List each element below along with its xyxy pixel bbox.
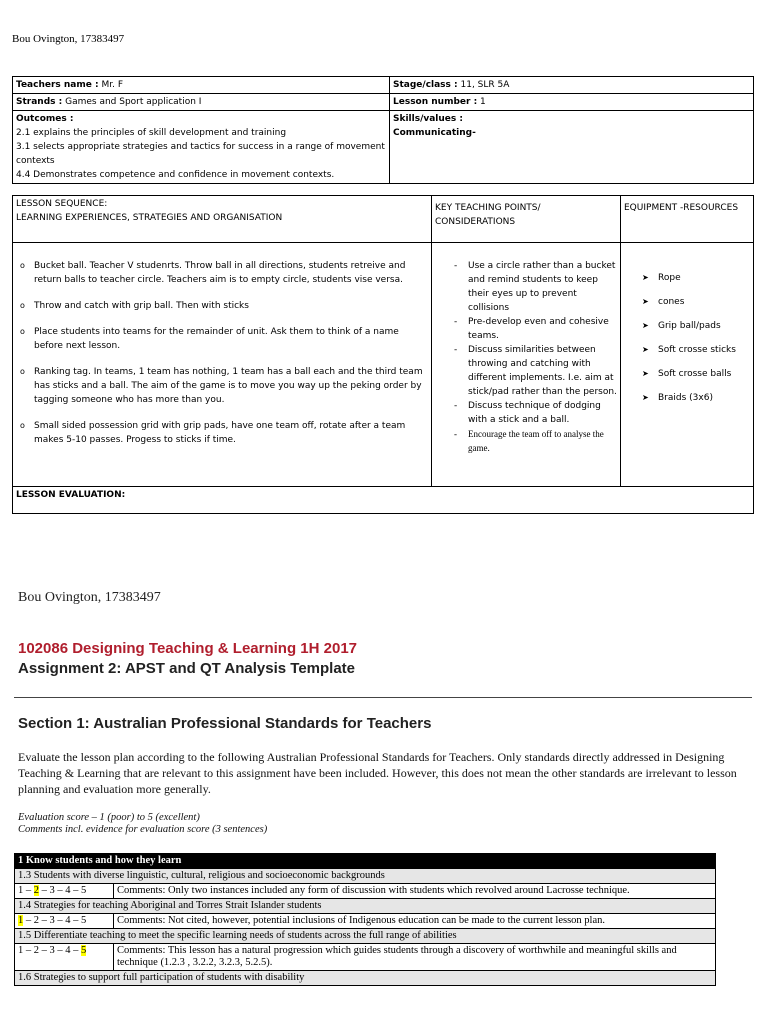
evaluation-note [18, 812, 267, 836]
outcomes-cell [13, 111, 390, 184]
section-title: Section 1: Australian Professional Standards for Teachers [18, 715, 432, 732]
standard-title: 1.6 Strategies to support full participation of students with disability [15, 971, 716, 986]
strands-label: Strands : [16, 97, 63, 107]
eval-score-note: Evaluation score – 1 (poor) to 5 (excellent) [18, 812, 200, 823]
list-item: - Discuss technique of dodging with a stick and a ball. [452, 399, 617, 427]
teacher-value: Mr. F [98, 80, 123, 90]
key-points-cell [432, 243, 621, 487]
score-text: 1 – [18, 885, 34, 896]
sequence-header-line: LESSON SEQUENCE: [16, 199, 108, 209]
equipment-list [624, 271, 750, 405]
strands-value: Games and Sport application I [62, 97, 202, 107]
equipment-cell [621, 243, 754, 487]
lesson-sequence-table [12, 195, 754, 514]
list-item: o Throw and catch with grip ball. Then with sticks [20, 299, 428, 313]
stage-cell [390, 77, 754, 94]
key-points-list [452, 259, 617, 455]
score-highlight: 2 [33, 885, 39, 896]
stage-value: 11, SLR 5A [457, 80, 510, 90]
page1-header: Bou Ovington, 17383497 [12, 33, 125, 45]
list-item: o Ranking tag. In teams, 1 team has nothing, 1 team has a ball each and the third team has sticks and a ball. The aim of the game is to move you way up the peking order by tagging someone who has more than you. [20, 365, 428, 407]
standard-title: 1.3 Students with diverse linguistic, cultural, religious and socioeconomic backgrounds [15, 869, 716, 884]
list-item: - Use a circle rather than a bucket and remind students to keep their eyes up to prevent collisions [452, 259, 617, 315]
score-highlight: 1 [18, 915, 24, 926]
standard-comment: Comments: Not cited, however, potential inclusions of Indigenous education can be made to the current lesson plan. [114, 914, 716, 929]
teacher-cell [13, 77, 390, 94]
category-row: 1 Know students and how they learn [15, 854, 716, 869]
key-points-header-line: CONSIDERATIONS [435, 217, 516, 227]
stage-label: Stage/class : [393, 80, 458, 90]
lesson-number-label: Lesson number : [393, 97, 478, 107]
score-text: – 3 – 4 – 5 [39, 885, 87, 896]
apst-table [14, 853, 716, 986]
score-highlight: 5 [81, 945, 87, 956]
list-item: o Place students into teams for the remainder of unit. Ask them to think of a name before next lesson. [20, 325, 428, 353]
equipment-header: EQUIPMENT -RESOURCES [621, 196, 754, 243]
list-item: ➤ Soft crosse balls [642, 367, 750, 381]
list-item: ➤ Rope [642, 271, 750, 285]
section-divider [14, 697, 752, 698]
score-text: 1 – 2 – 3 – 4 – [18, 945, 81, 956]
outcome-item: 3.1 selects appropriate strategies and tactics for success in a range of movement contexts [16, 142, 385, 166]
sequence-header-line: LEARNING EXPERIENCES, STRATEGIES AND ORGANISATION [16, 213, 283, 223]
intro-paragraph: Evaluate the lesson plan according to the following Australian Professional Standards for Teachers. Only standards directly addressed in Designing Teaching & Learning that are relevant to this assignment have been included. However, this does not mean the other standards are irrelevant to lesson planning and evaluation more generally. [18, 750, 737, 796]
skills-cell [390, 111, 754, 184]
outcome-item: 2.1 explains the principles of skill development and training [16, 128, 287, 138]
key-points-header-line: KEY TEACHING POINTS/ [435, 203, 541, 213]
standard-comment: Comments: Only two instances included any form of discussion with students which revolved around Lacrosse technique. [114, 884, 716, 899]
strands-cell [13, 94, 390, 111]
key-points-header [432, 196, 621, 243]
lesson-number-value: 1 [477, 97, 486, 107]
standard-comment: Comments: This lesson has a natural progression which guides students through a discovery of worthwhile and meaningful skills and technique (1.2.3 , 3.2.2, 3.2.3, 5.2.5). [114, 944, 716, 971]
course-title: 102086 Designing Teaching & Learning 1H 2017 [18, 640, 358, 657]
lesson-number-cell [390, 94, 754, 111]
score-scale [15, 944, 114, 971]
experiences-list [16, 259, 428, 447]
assignment-title: Assignment 2: APST and QT Analysis Template [18, 660, 356, 677]
standard-title: 1.4 Strategies for teaching Aboriginal and Torres Strait Islander students [15, 899, 716, 914]
comments-note: Comments incl. evidence for evaluation score (3 sentences) [18, 824, 268, 835]
teacher-label: Teachers name : [16, 80, 99, 90]
score-scale [15, 914, 114, 929]
list-item: o Bucket ball. Teacher V studenrts. Throw ball in all directions, students retreive and return balls to teacher circle. Teachers aim is to empty circle, students vise versa. [20, 259, 428, 287]
list-item: ➤ Soft crosse sticks [642, 343, 750, 357]
outcomes-label: Outcomes : [16, 114, 74, 124]
list-item: o Small sided possession grid with grip pads, have one team off, rotate after a team makes 5-10 passes. Progess to sticks if time. [20, 419, 428, 447]
score-text: – 2 – 3 – 4 – 5 [23, 915, 87, 926]
lesson-evaluation-label: LESSON EVALUATION: [16, 490, 126, 500]
list-item: ➤ Braids (3x6) [642, 391, 750, 405]
lesson-info-table [12, 76, 754, 184]
outcome-item: 4.4 Demonstrates competence and confidence in movement contexts. [16, 170, 335, 180]
list-item: - Discuss similarities between throwing and catching with different implements. I.e. aim at stick/pad rather than the person. [452, 343, 617, 399]
experiences-cell [13, 243, 432, 487]
skills-label: Skills/values : [393, 114, 463, 124]
page2-header: Bou Ovington, 17383497 [18, 590, 161, 605]
list-item: ➤ cones [642, 295, 750, 309]
communicating-label: Communicating- [393, 128, 476, 138]
lesson-evaluation-cell [13, 487, 754, 514]
list-item: - Pre-develop even and cohesive teams. [452, 315, 617, 343]
sequence-header [13, 196, 432, 243]
list-item: - Encourage the team off to analyse the game. [452, 427, 617, 455]
list-item: ➤ Grip ball/pads [642, 319, 750, 333]
score-scale [15, 884, 114, 899]
standard-title: 1.5 Differentiate teaching to meet the specific learning needs of students across the full range of abilities [15, 929, 716, 944]
